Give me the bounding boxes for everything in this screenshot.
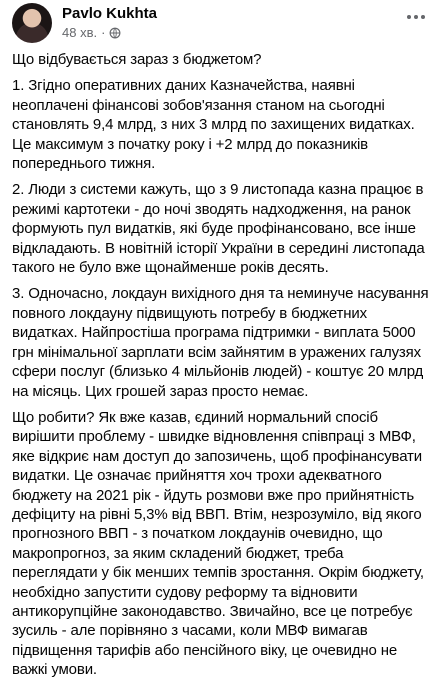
author-avatar[interactable] (12, 3, 52, 43)
post-paragraph-conclusion: Що робити? Як вже казав, єдиний нормальний спосіб вирішити проблему - швидке відновлення співпраці з МВФ, яке відкриє нам доступ до запозичень, щоб профінансувати видатки. Це означає прийняття хоч трохи адекватного бюджету на 2021 рік - йдуть розмови вже про прийнятність дефіциту на рівні 5,3% від ВВП. Втім, незрозуміло, від якого прогнозного ВВП - з початком локдаунів очевидно, що макропрогноз, за яким складений бюджет, треба переглядати у бік менших темпів зростання. Окрім бюджету, необхідно запустити судову реформу та відновити антикорупційне законодавство. Звичайно, все це потребує зусиль - але порівняно з часами, коли МВФ вимагав підвищення тарифів або пенсійного віку, це очевидно не важкі умови. (12, 408, 424, 679)
post-paragraph-1: 1. Згідно оперативних даних Казначейства, наявні неоплачені фінансові зобов'язання станом на сьогодні становлять 9,4 млрд, з них 3 млрд по захищених видатках. Це максимум з початку року і +2 млрд до показників попереднього тижня. (12, 77, 415, 173)
post-meta (62, 25, 121, 40)
meta-separator: · (101, 25, 106, 40)
post-timestamp[interactable]: 48 хв. (62, 25, 98, 40)
post-body (12, 50, 431, 680)
globe-icon (109, 27, 121, 39)
more-options-button[interactable] (401, 2, 433, 34)
post-header (12, 0, 431, 50)
more-horizontal-icon (407, 15, 427, 21)
post-paragraph-2: 2. Люди з системи кажуть, що з 9 листопада казна працює в режимі картотеки - до ночі зводять надходження, на ранок формують пул видатків, які буде профінансовано, все інше відкладають. В новітній історії України в середині листопада такого не було вже щонайменше років десять. (12, 181, 425, 277)
post-paragraph-question: Що відбувається зараз з бюджетом? (12, 51, 262, 68)
post-paragraph-3: 3. Одночасно, локдаун вихідного дня та неминуче насування повного локдауну підвищують потребу в бюджетних видатках. Найпростіша програма підтримки - виплата 5000 грн мінімальної зарплати всім зайнятим в уражених галузях сфери послуг (близько 4 мільйонів людей) - коштує 20 млрд на місяць. Цих грошей зараз просто немає. (12, 285, 429, 400)
author-name[interactable]: Pavlo Kukhta (62, 5, 158, 22)
